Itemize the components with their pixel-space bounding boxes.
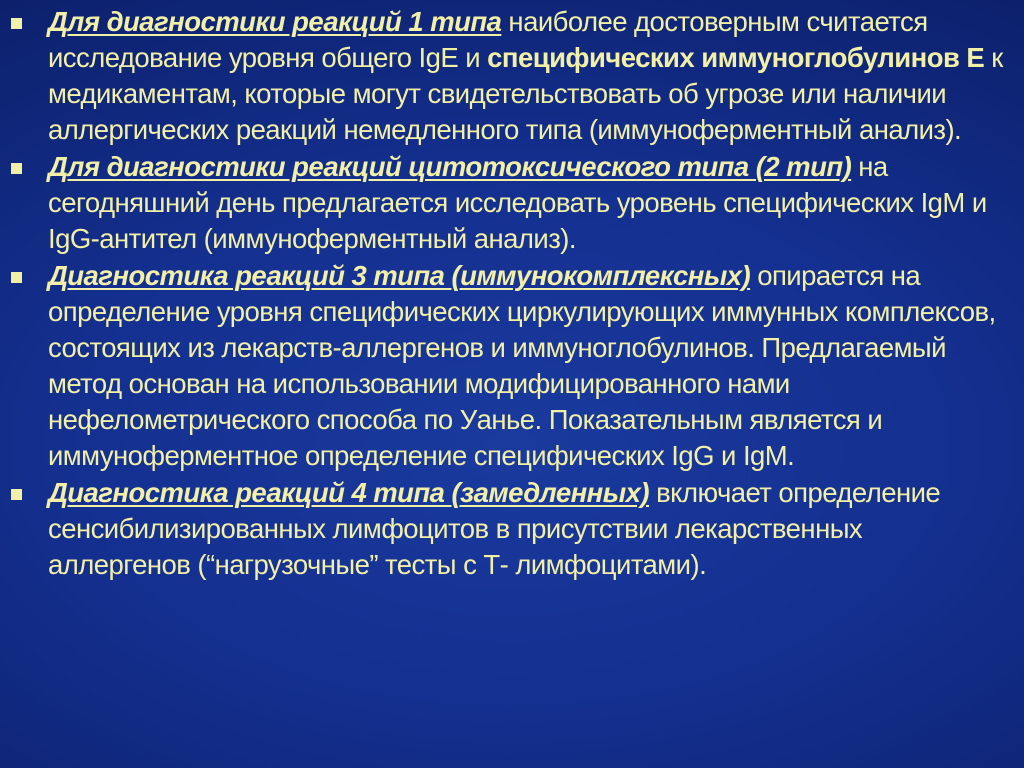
square-bullet-icon: [11, 18, 22, 29]
square-bullet-icon: [11, 272, 22, 283]
bullet-heading: Диагностика реакций 4 типа (замедленных): [48, 477, 650, 508]
square-bullet-icon: [11, 163, 22, 174]
bullet-text: опирается на определение уровня специфических циркулирующих иммунных комплексов, состоящих из лекарств-аллергенов и иммуноглобулинов. Предлагаемый метод основан на использовании модифицированного нами нефелометрического способа по Уанье. Показательным является и иммуноферментное определение специфических IgG и IgM.: [48, 260, 996, 471]
bullet-item-type1: [0, 4, 1024, 148]
bullet-text: на сегодняшний день предлагается исследовать уровень специфических IgM и IgG-антител (иммуноферментный анализ).: [48, 151, 987, 254]
bullet-item-type3: [0, 258, 1024, 474]
bullet-text: включает определение сенсибилизированных лимфоцитов в присутствии лекарственных аллергенов (“нагрузочные” тесты с Т- лимфоцитами).: [48, 477, 941, 580]
bullet-item-type4: [0, 475, 1024, 583]
slide-content: [0, 4, 1024, 584]
bullet-item-type2: [0, 149, 1024, 257]
bullet-heading: Для диагностики реакций 1 типа: [48, 6, 502, 37]
square-bullet-icon: [11, 489, 22, 500]
bullet-heading: Для диагностики реакций цитотоксического типа (2 тип): [48, 151, 852, 182]
bullet-text: к медикаментам, которые могут свидетельствовать об угрозе или наличии аллергических реакций немедленного типа (иммуноферментный анализ).: [48, 42, 1003, 145]
bullet-heading: Диагностика реакций 3 типа (иммунокомплексных): [48, 260, 751, 291]
bullet-bold-text: специфических иммуноглобулинов Е: [487, 42, 985, 73]
bullet-text: наиболее достоверным считается исследование уровня общего IgE и: [48, 6, 928, 73]
